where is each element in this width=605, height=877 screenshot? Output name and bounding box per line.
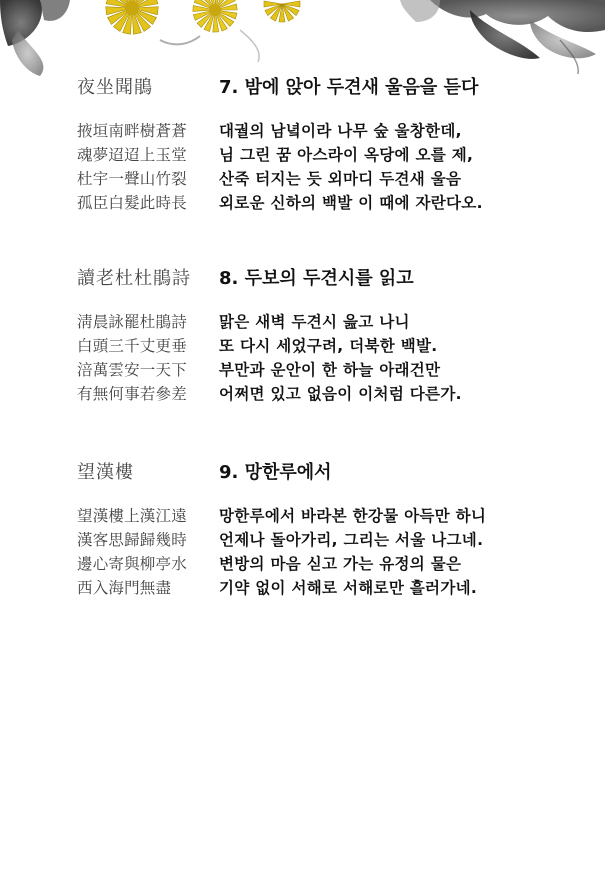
poem-line (0, 167, 605, 191)
poem-line (0, 119, 605, 143)
poem-line (0, 310, 605, 334)
line-korean: 변방의 마음 싣고 가는 유정의 물은 (219, 555, 462, 573)
line-hanja: 魂夢迢迢上玉堂 (77, 146, 187, 164)
leaf-cluster-right (400, 0, 605, 74)
poem-line (0, 552, 605, 576)
line-korean: 님 그린 꿈 아스라이 옥당에 오를 제, (219, 146, 474, 164)
line-korean: 외로운 신하의 백발 이 때에 자란다오. (219, 194, 483, 212)
poem-line (0, 576, 605, 600)
poem-title-korean: 8. 두보의 두견시를 읽고 (219, 268, 414, 289)
poem-lines (0, 504, 605, 600)
line-korean: 어쩌면 있고 없음이 이처럼 다른가. (219, 385, 462, 403)
chrysanthemum-center (106, 0, 300, 62)
leaf-cluster-left (0, 0, 70, 76)
line-korean: 기약 없이 서해로 서해로만 흘러가네. (219, 579, 478, 597)
poem-line (0, 504, 605, 528)
poem-title-hanja: 讀老杜杜鵑詩 (77, 268, 191, 289)
line-korean: 산죽 터지는 듯 외마디 두견새 울음 (219, 170, 462, 188)
line-korean: 망한루에서 바라본 한강물 아득만 하니 (219, 507, 487, 525)
header-ink-painting (0, 0, 605, 80)
line-korean: 또 다시 세었구려, 더북한 백발. (219, 337, 438, 355)
poem-line (0, 191, 605, 215)
line-hanja: 西入海門無盡 (77, 579, 172, 597)
line-hanja: 杜宇一聲山竹裂 (77, 170, 187, 188)
line-hanja: 有無何事若參差 (77, 385, 187, 403)
poem-line (0, 143, 605, 167)
poem-title-hanja: 夜坐聞鵑 (77, 77, 153, 98)
chrysanthemum-illustration (0, 0, 605, 80)
line-hanja: 孤臣白髮此時長 (77, 194, 187, 212)
poem-lines (0, 119, 605, 215)
line-korean: 부만과 운안이 한 하늘 아래건만 (219, 361, 441, 379)
poem-lines (0, 310, 605, 406)
line-hanja: 邊心寄與柳亭水 (77, 555, 187, 573)
poem-title-korean: 9. 망한루에서 (219, 462, 332, 483)
poem-title-hanja: 望漢樓 (77, 462, 134, 483)
line-hanja: 涪萬雲安一天下 (77, 361, 187, 379)
line-korean: 언제나 돌아가리, 그리는 서울 나그네. (219, 531, 484, 549)
line-hanja: 望漢樓上漢江遠 (77, 507, 187, 525)
line-korean: 맑은 새벽 두견시 읊고 나니 (219, 313, 410, 331)
poem-line (0, 334, 605, 358)
line-hanja: 漢客思歸歸幾時 (77, 531, 187, 549)
poem-title-korean: 7. 밤에 앉아 두견새 울음을 듣다 (219, 77, 479, 98)
poem-line (0, 528, 605, 552)
line-hanja: 掖垣南畔樹蒼蒼 (77, 122, 187, 140)
line-korean: 대궐의 남녘이라 나무 숲 울창한데, (219, 122, 462, 140)
line-hanja: 淸晨詠罷杜鵑詩 (77, 313, 187, 331)
line-hanja: 白頭三千丈更垂 (77, 337, 187, 355)
poem-line (0, 358, 605, 382)
poem-line (0, 382, 605, 406)
